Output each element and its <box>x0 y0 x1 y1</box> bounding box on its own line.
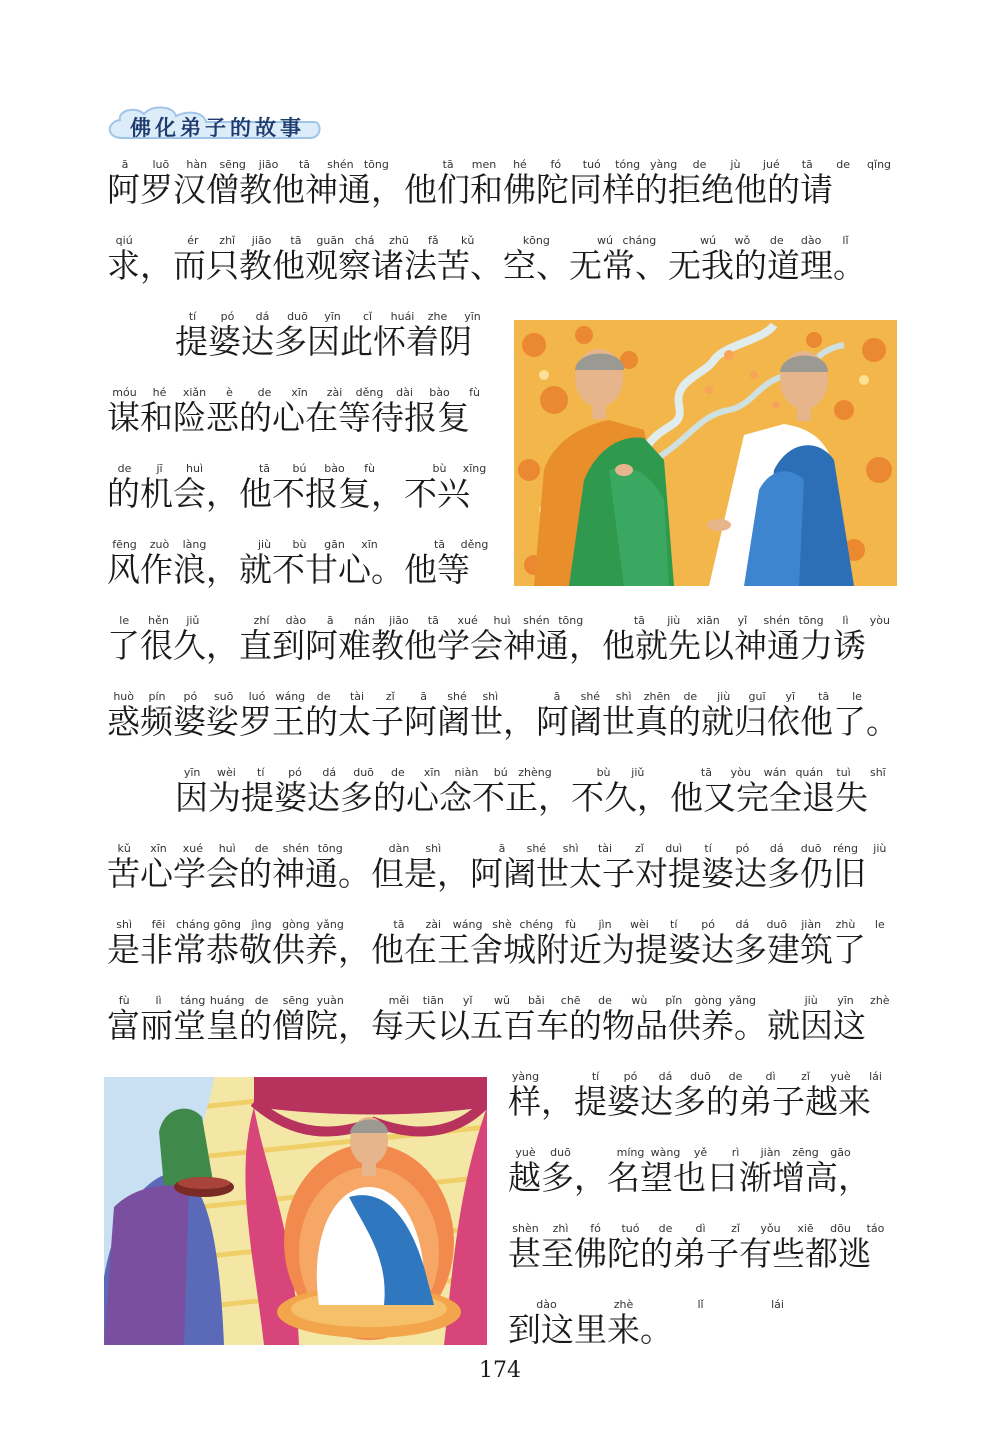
pinyin-syllable: de <box>254 842 269 855</box>
pinyin-syllable: qiú <box>115 234 133 247</box>
pinyin-syllable: hé <box>152 386 167 399</box>
pinyin-syllable: chē <box>560 994 581 1007</box>
pinyin-syllable: huì <box>218 842 236 855</box>
text-line <box>107 994 897 1054</box>
hanzi-text: 甚至佛陀的弟子有些都逃 <box>508 1234 871 1273</box>
pinyin-syllable: zǐ <box>731 1222 740 1235</box>
pinyin-syllable: de <box>316 690 331 703</box>
pinyin-syllable: děng <box>460 538 489 551</box>
pinyin-syllable: bù <box>432 462 447 475</box>
pinyin-syllable: huì <box>493 614 511 627</box>
pinyin-syllable: táo <box>866 1222 885 1235</box>
pinyin-syllable: tā <box>427 614 439 627</box>
pinyin-syllable: tā <box>433 538 446 551</box>
pinyin-syllable: tōng <box>317 842 343 855</box>
pinyin-syllable: kǔ <box>460 234 475 247</box>
pinyin-syllable: dōu <box>830 1222 851 1235</box>
pinyin-syllable: tā <box>298 158 311 171</box>
pinyin-syllable: pó <box>735 842 750 855</box>
pinyin-syllable: rì <box>731 1146 740 1159</box>
pinyin-syllable: dá <box>322 766 337 779</box>
hanzi-text: 因为提婆达多的心念不正，不久，他又完全退失 <box>175 778 868 817</box>
pinyin-syllable: zhù <box>835 918 856 931</box>
illustration-offering <box>104 1077 487 1345</box>
pinyin-syllable: gòng <box>694 994 722 1007</box>
pinyin-syllable: jìn <box>598 918 612 931</box>
pinyin-syllable: kōng <box>522 234 550 247</box>
pinyin-syllable: fó <box>590 1222 601 1235</box>
pinyin-syllable: dá <box>658 1070 673 1083</box>
pinyin-syllable: de <box>117 462 132 475</box>
text-line <box>107 918 897 978</box>
pinyin-syllable: pǐn <box>665 994 683 1007</box>
pinyin-syllable: de <box>769 234 784 247</box>
pinyin-syllable: jiù <box>873 842 887 855</box>
pinyin-syllable: luó <box>248 690 266 703</box>
pinyin-syllable: nán <box>354 614 375 627</box>
pinyin-syllable: tuó <box>582 158 601 171</box>
pinyin-syllable: fù <box>118 994 130 1007</box>
pinyin-syllable: de <box>257 386 272 399</box>
pinyin-syllable: tōng <box>558 614 584 627</box>
pinyin-syllable: bú <box>493 766 508 779</box>
pinyin-syllable: jiǔ <box>186 614 200 627</box>
text-line <box>508 1222 893 1282</box>
pinyin-syllable: tí <box>670 918 678 931</box>
pinyin-syllable: zài <box>425 918 442 931</box>
pinyin-syllable: tí <box>704 842 712 855</box>
pinyin-syllable: shén <box>327 158 354 171</box>
pinyin-syllable: yòu <box>869 614 890 627</box>
pinyin-syllable: duō <box>690 1070 711 1083</box>
text-line <box>107 462 492 522</box>
pinyin-syllable: sēng <box>282 994 310 1007</box>
pinyin-syllable: jù <box>730 158 741 171</box>
pinyin-syllable: fù <box>364 462 375 475</box>
series-title: 佛化弟子的故事 <box>130 116 305 140</box>
pinyin-syllable: jiàn <box>801 918 822 931</box>
pinyin-syllable: ā <box>553 690 561 703</box>
pinyin-syllable: luō <box>152 158 170 171</box>
pinyin-syllable: shé <box>580 690 601 703</box>
pinyin-syllable: guī <box>748 690 766 703</box>
pinyin-syllable: le <box>852 690 862 703</box>
pinyin-syllable: yuè <box>830 1070 851 1083</box>
hanzi-text: 苦心学会的神通。但是，阿阇世太子对提婆达多仍旧 <box>107 854 866 893</box>
pinyin-syllable: yàng <box>649 158 678 171</box>
pinyin-syllable: ā <box>420 690 428 703</box>
pinyin-syllable: fēng <box>112 538 137 551</box>
pinyin-syllable: zǐ <box>634 842 644 855</box>
pinyin-syllable: tā <box>818 690 830 703</box>
pinyin-syllable: gāo <box>830 1146 851 1159</box>
pinyin-syllable: dài <box>396 386 413 399</box>
pinyin-syllable: lì <box>842 614 849 627</box>
pinyin-syllable: bù <box>596 766 611 779</box>
illustration-two-monks <box>514 320 897 586</box>
pinyin-syllable: de <box>658 1222 673 1235</box>
pinyin-syllable: xīn <box>291 386 308 399</box>
pinyin-syllable: cháng <box>622 234 657 247</box>
pinyin-syllable: réng <box>832 842 858 855</box>
pinyin-syllable: bù <box>292 538 307 551</box>
hanzi-text: 惑频婆娑罗王的太子阿阇世，阿阇世真的就归依他了。 <box>107 702 899 741</box>
pinyin-syllable: dàn <box>388 842 410 855</box>
pinyin-syllable: ā <box>326 614 334 627</box>
pinyin-syllable: tí <box>257 766 265 779</box>
pinyin-syllable: fù <box>469 386 480 399</box>
pinyin-syllable: shén <box>282 842 310 855</box>
hanzi-text: 提婆达多因此怀着阴 <box>175 322 472 361</box>
pinyin-syllable: yīn <box>324 310 341 323</box>
text-line <box>175 310 490 370</box>
pinyin-syllable: pó <box>623 1070 638 1083</box>
pinyin-syllable: zǐ <box>801 1070 810 1083</box>
pinyin-syllable: yǎng <box>728 994 757 1007</box>
pinyin-syllable: shén <box>523 614 550 627</box>
text-line <box>508 1146 893 1206</box>
pinyin-syllable: yàng <box>511 1070 540 1083</box>
pinyin-syllable: móu <box>112 386 137 399</box>
pinyin-syllable: wú <box>700 234 717 247</box>
pinyin-syllable: tā <box>633 614 645 627</box>
pinyin-syllable: shé <box>526 842 547 855</box>
hanzi-text: 求，而只教他观察诸法苦、空、无常、无我的道理。 <box>107 246 866 285</box>
pinyin-syllable: zēng <box>792 1146 819 1159</box>
pinyin-syllable: yuè <box>515 1146 536 1159</box>
pinyin-syllable: huò <box>113 690 134 703</box>
pinyin-syllable: fēi <box>151 918 166 931</box>
hanzi-text: 到这里来。 <box>508 1310 673 1349</box>
pinyin-syllable: tuó <box>621 1222 640 1235</box>
pinyin-syllable: yǐ <box>737 614 748 627</box>
pinyin-syllable: dì <box>695 1222 706 1235</box>
pinyin-syllable: dào <box>285 614 307 627</box>
pinyin-syllable: pó <box>183 690 198 703</box>
pinyin-syllable: tí <box>591 1070 600 1083</box>
text-line <box>107 538 492 598</box>
pinyin-syllable: pó <box>701 918 715 931</box>
pinyin-syllable: wèi <box>629 918 649 931</box>
pinyin-syllable: dá <box>255 310 270 323</box>
pinyin-syllable: yī <box>785 690 796 703</box>
pinyin-syllable: tā <box>290 234 302 247</box>
pinyin-syllable: lì <box>155 994 162 1007</box>
pinyin-syllable: wǔ <box>494 994 510 1007</box>
pinyin-syllable: zǐ <box>385 690 395 703</box>
pinyin-syllable: niàn <box>454 766 479 779</box>
pinyin-syllable: tóng <box>615 158 641 171</box>
pinyin-syllable: xīn <box>150 842 167 855</box>
pinyin-syllable: zài <box>326 386 343 399</box>
hanzi-text: 阿罗汉僧教他神通，他们和佛陀同样的拒绝他的请 <box>107 170 833 209</box>
pinyin-syllable: jiǔ <box>631 766 645 779</box>
pinyin-syllable: duō <box>800 842 822 855</box>
pinyin-syllable: jiù <box>667 614 681 627</box>
pinyin-syllable: xīn <box>423 766 441 779</box>
pinyin-syllable: lái <box>771 1298 784 1311</box>
pinyin-syllable: zhè <box>870 994 890 1007</box>
pinyin-syllable: tài <box>597 842 613 855</box>
pinyin-syllable: bǎi <box>527 994 545 1007</box>
pinyin-syllable: wú <box>597 234 614 247</box>
pinyin-syllable: wù <box>631 994 648 1007</box>
pinyin-syllable: shì <box>425 842 442 855</box>
pinyin-syllable: chéng <box>519 918 554 931</box>
pinyin-syllable: děng <box>355 386 384 399</box>
pinyin-syllable: wáng <box>275 690 306 703</box>
pinyin-syllable: kǔ <box>117 842 131 855</box>
pinyin-syllable: zhè <box>613 1298 634 1311</box>
pinyin-syllable: tā <box>801 158 813 171</box>
pinyin-syllable: xué <box>182 842 203 855</box>
pinyin-syllable: de <box>598 994 612 1007</box>
pinyin-syllable: quán <box>795 766 824 779</box>
pinyin-syllable: huì <box>186 462 203 475</box>
pinyin-syllable: zhū <box>389 234 409 247</box>
pinyin-syllable: wèi <box>217 766 236 779</box>
pinyin-syllable: de <box>254 994 269 1007</box>
pinyin-syllable: bú <box>292 462 307 475</box>
pinyin-syllable: shī <box>869 766 886 779</box>
pinyin-syllable: zhí <box>253 614 270 627</box>
pinyin-syllable: guān <box>316 234 345 247</box>
pinyin-syllable: tuì <box>836 766 851 779</box>
pinyin-syllable: xīng <box>462 462 487 475</box>
hanzi-text: 风作浪，就不甘心。他等 <box>107 550 470 589</box>
pinyin-syllable: měi <box>388 994 410 1007</box>
hanzi-text: 样，提婆达多的弟子越来 <box>508 1082 871 1121</box>
pinyin-syllable: tài <box>349 690 365 703</box>
pinyin-syllable: shén <box>763 614 791 627</box>
pinyin-syllable: wǒ <box>734 234 751 247</box>
pinyin-syllable: yīn <box>464 310 481 323</box>
pinyin-syllable: duì <box>665 842 683 855</box>
text-line <box>508 1298 893 1358</box>
pinyin-syllable: jiù <box>717 690 731 703</box>
pinyin-syllable: xiē <box>797 1222 814 1235</box>
pinyin-syllable: míng <box>616 1146 645 1159</box>
pinyin-syllable: dá <box>769 842 784 855</box>
pinyin-syllable: hàn <box>186 158 208 171</box>
pinyin-syllable: làng <box>182 538 207 551</box>
pinyin-syllable: yǐ <box>462 994 473 1007</box>
pinyin-syllable: wáng <box>452 918 483 931</box>
pinyin-syllable: shì <box>562 842 579 855</box>
pinyin-syllable: de <box>728 1070 743 1083</box>
pinyin-syllable: duō <box>353 766 374 779</box>
pinyin-syllable: yuàn <box>316 994 344 1007</box>
pinyin-syllable: yīn <box>183 766 201 779</box>
pinyin-syllable: duō <box>766 918 788 931</box>
pinyin-syllable: yīn <box>837 994 854 1007</box>
pinyin-syllable: zhì <box>552 1222 569 1235</box>
pinyin-syllable: dì <box>765 1070 776 1083</box>
pinyin-syllable: dào <box>800 234 822 247</box>
pinyin-syllable: le <box>874 918 885 931</box>
pinyin-syllable: shè <box>492 918 512 931</box>
pinyin-syllable: yǒu <box>760 1222 781 1235</box>
pinyin-syllable: tōng <box>363 158 389 171</box>
pinyin-syllable: bào <box>324 462 345 475</box>
hanzi-text: 越多，名望也日渐增高， <box>508 1158 871 1197</box>
pinyin-syllable: ā <box>121 158 129 171</box>
pinyin-syllable: de <box>692 158 707 171</box>
pinyin-syllable: zhèng <box>518 766 552 779</box>
pinyin-syllable: jī <box>156 462 163 475</box>
pinyin-syllable: shì <box>482 690 499 703</box>
text-line <box>175 766 895 826</box>
text-line <box>107 234 897 294</box>
pinyin-syllable: qǐng <box>867 158 892 171</box>
pinyin-syllable: zhǐ <box>219 234 236 247</box>
pinyin-syllable: shèn <box>512 1222 539 1235</box>
pinyin-syllable: jìng <box>251 918 272 931</box>
pinyin-syllable: suō <box>213 690 234 703</box>
pinyin-syllable: gòng <box>282 918 310 931</box>
pinyin-syllable: de <box>390 766 405 779</box>
pinyin-syllable: cháng <box>176 918 210 931</box>
pinyin-syllable: huáng <box>209 994 245 1007</box>
page-number: 174 <box>479 1358 521 1383</box>
pinyin-syllable: jiàn <box>760 1146 781 1159</box>
pinyin-syllable: wàng <box>650 1146 681 1159</box>
pinyin-syllable: duō <box>287 310 308 323</box>
pinyin-syllable: ér <box>187 234 199 247</box>
pinyin-syllable: hé <box>513 158 527 171</box>
text-line <box>107 158 897 218</box>
pinyin-syllable: ā <box>498 842 506 855</box>
pinyin-syllable: tā <box>442 158 454 171</box>
pinyin-syllable: jué <box>762 158 780 171</box>
pinyin-syllable: de <box>683 690 698 703</box>
pinyin-syllable: lǐ <box>842 234 849 247</box>
pinyin-syllable: men <box>471 158 497 171</box>
pinyin-syllable: bào <box>429 386 450 399</box>
text-line <box>508 1070 893 1130</box>
pinyin-syllable: xiān <box>696 614 720 627</box>
hanzi-text: 富丽堂皇的僧院，每天以五百车的物品供养。就因这 <box>107 1006 866 1045</box>
pinyin-syllable: tí <box>188 310 197 323</box>
pinyin-syllable: tā <box>700 766 712 779</box>
pinyin-syllable: jiù <box>804 994 818 1007</box>
pinyin-syllable: jiāo <box>251 234 272 247</box>
pinyin-syllable: lái <box>869 1070 882 1083</box>
pinyin-syllable: tiān <box>422 994 444 1007</box>
pinyin-syllable: tā <box>393 918 405 931</box>
pinyin-syllable: zhe <box>427 310 448 323</box>
pinyin-syllable: xiǎn <box>182 386 207 399</box>
text-line <box>107 842 897 902</box>
pinyin-syllable: hěn <box>148 614 169 627</box>
pinyin-syllable: tōng <box>798 614 824 627</box>
text-line <box>107 690 907 750</box>
pinyin-syllable: duō <box>550 1146 571 1159</box>
pinyin-syllable: táng <box>180 994 206 1007</box>
hanzi-text: 谋和险恶的心在等待报复 <box>107 398 470 437</box>
pinyin-syllable: wán <box>763 766 787 779</box>
pinyin-syllable: shì <box>615 690 632 703</box>
pinyin-syllable: dá <box>735 918 750 931</box>
pinyin-syllable: cǐ <box>362 310 373 323</box>
pinyin-syllable: xīn <box>361 538 378 551</box>
pinyin-syllable: xué <box>457 614 478 627</box>
pinyin-syllable: dào <box>536 1298 557 1311</box>
pinyin-syllable: zhēn <box>643 690 671 703</box>
hanzi-text: 了很久，直到阿难教他学会神通，他就先以神通力诱 <box>107 626 866 665</box>
pinyin-syllable: fù <box>565 918 577 931</box>
pinyin-syllable: de <box>836 158 850 171</box>
pinyin-syllable: huái <box>390 310 415 323</box>
pinyin-syllable: shé <box>447 690 467 703</box>
pinyin-syllable: tā <box>258 462 271 475</box>
pinyin-syllable: pín <box>148 690 166 703</box>
pinyin-syllable: yòu <box>730 766 751 779</box>
pinyin-syllable: jiāo <box>258 158 279 171</box>
pinyin-syllable: yě <box>693 1146 708 1159</box>
pinyin-syllable: chá <box>354 234 375 247</box>
pinyin-syllable: fǎ <box>427 234 439 247</box>
hanzi-text: 的机会，他不报复，不兴 <box>107 474 470 513</box>
pinyin-syllable: fó <box>550 158 562 171</box>
pinyin-syllable: gōng <box>213 918 242 931</box>
pinyin-syllable: è <box>226 386 233 399</box>
pinyin-syllable: le <box>119 614 130 627</box>
text-line <box>107 386 492 446</box>
pinyin-syllable: lǐ <box>697 1298 704 1311</box>
pinyin-syllable: zuò <box>149 538 170 551</box>
pinyin-syllable: jiāo <box>389 614 409 627</box>
pinyin-syllable: jiù <box>257 538 272 551</box>
pinyin-syllable: shì <box>116 918 133 931</box>
hanzi-text: 是非常恭敬供养，他在王舍城附近为提婆达多建筑了 <box>107 930 866 969</box>
pinyin-syllable: pó <box>288 766 302 779</box>
pinyin-syllable: yǎng <box>316 918 344 931</box>
text-line <box>107 614 897 674</box>
pinyin-syllable: sēng <box>219 158 246 171</box>
pinyin-syllable: pó <box>220 310 235 323</box>
pinyin-syllable: gān <box>324 538 345 551</box>
